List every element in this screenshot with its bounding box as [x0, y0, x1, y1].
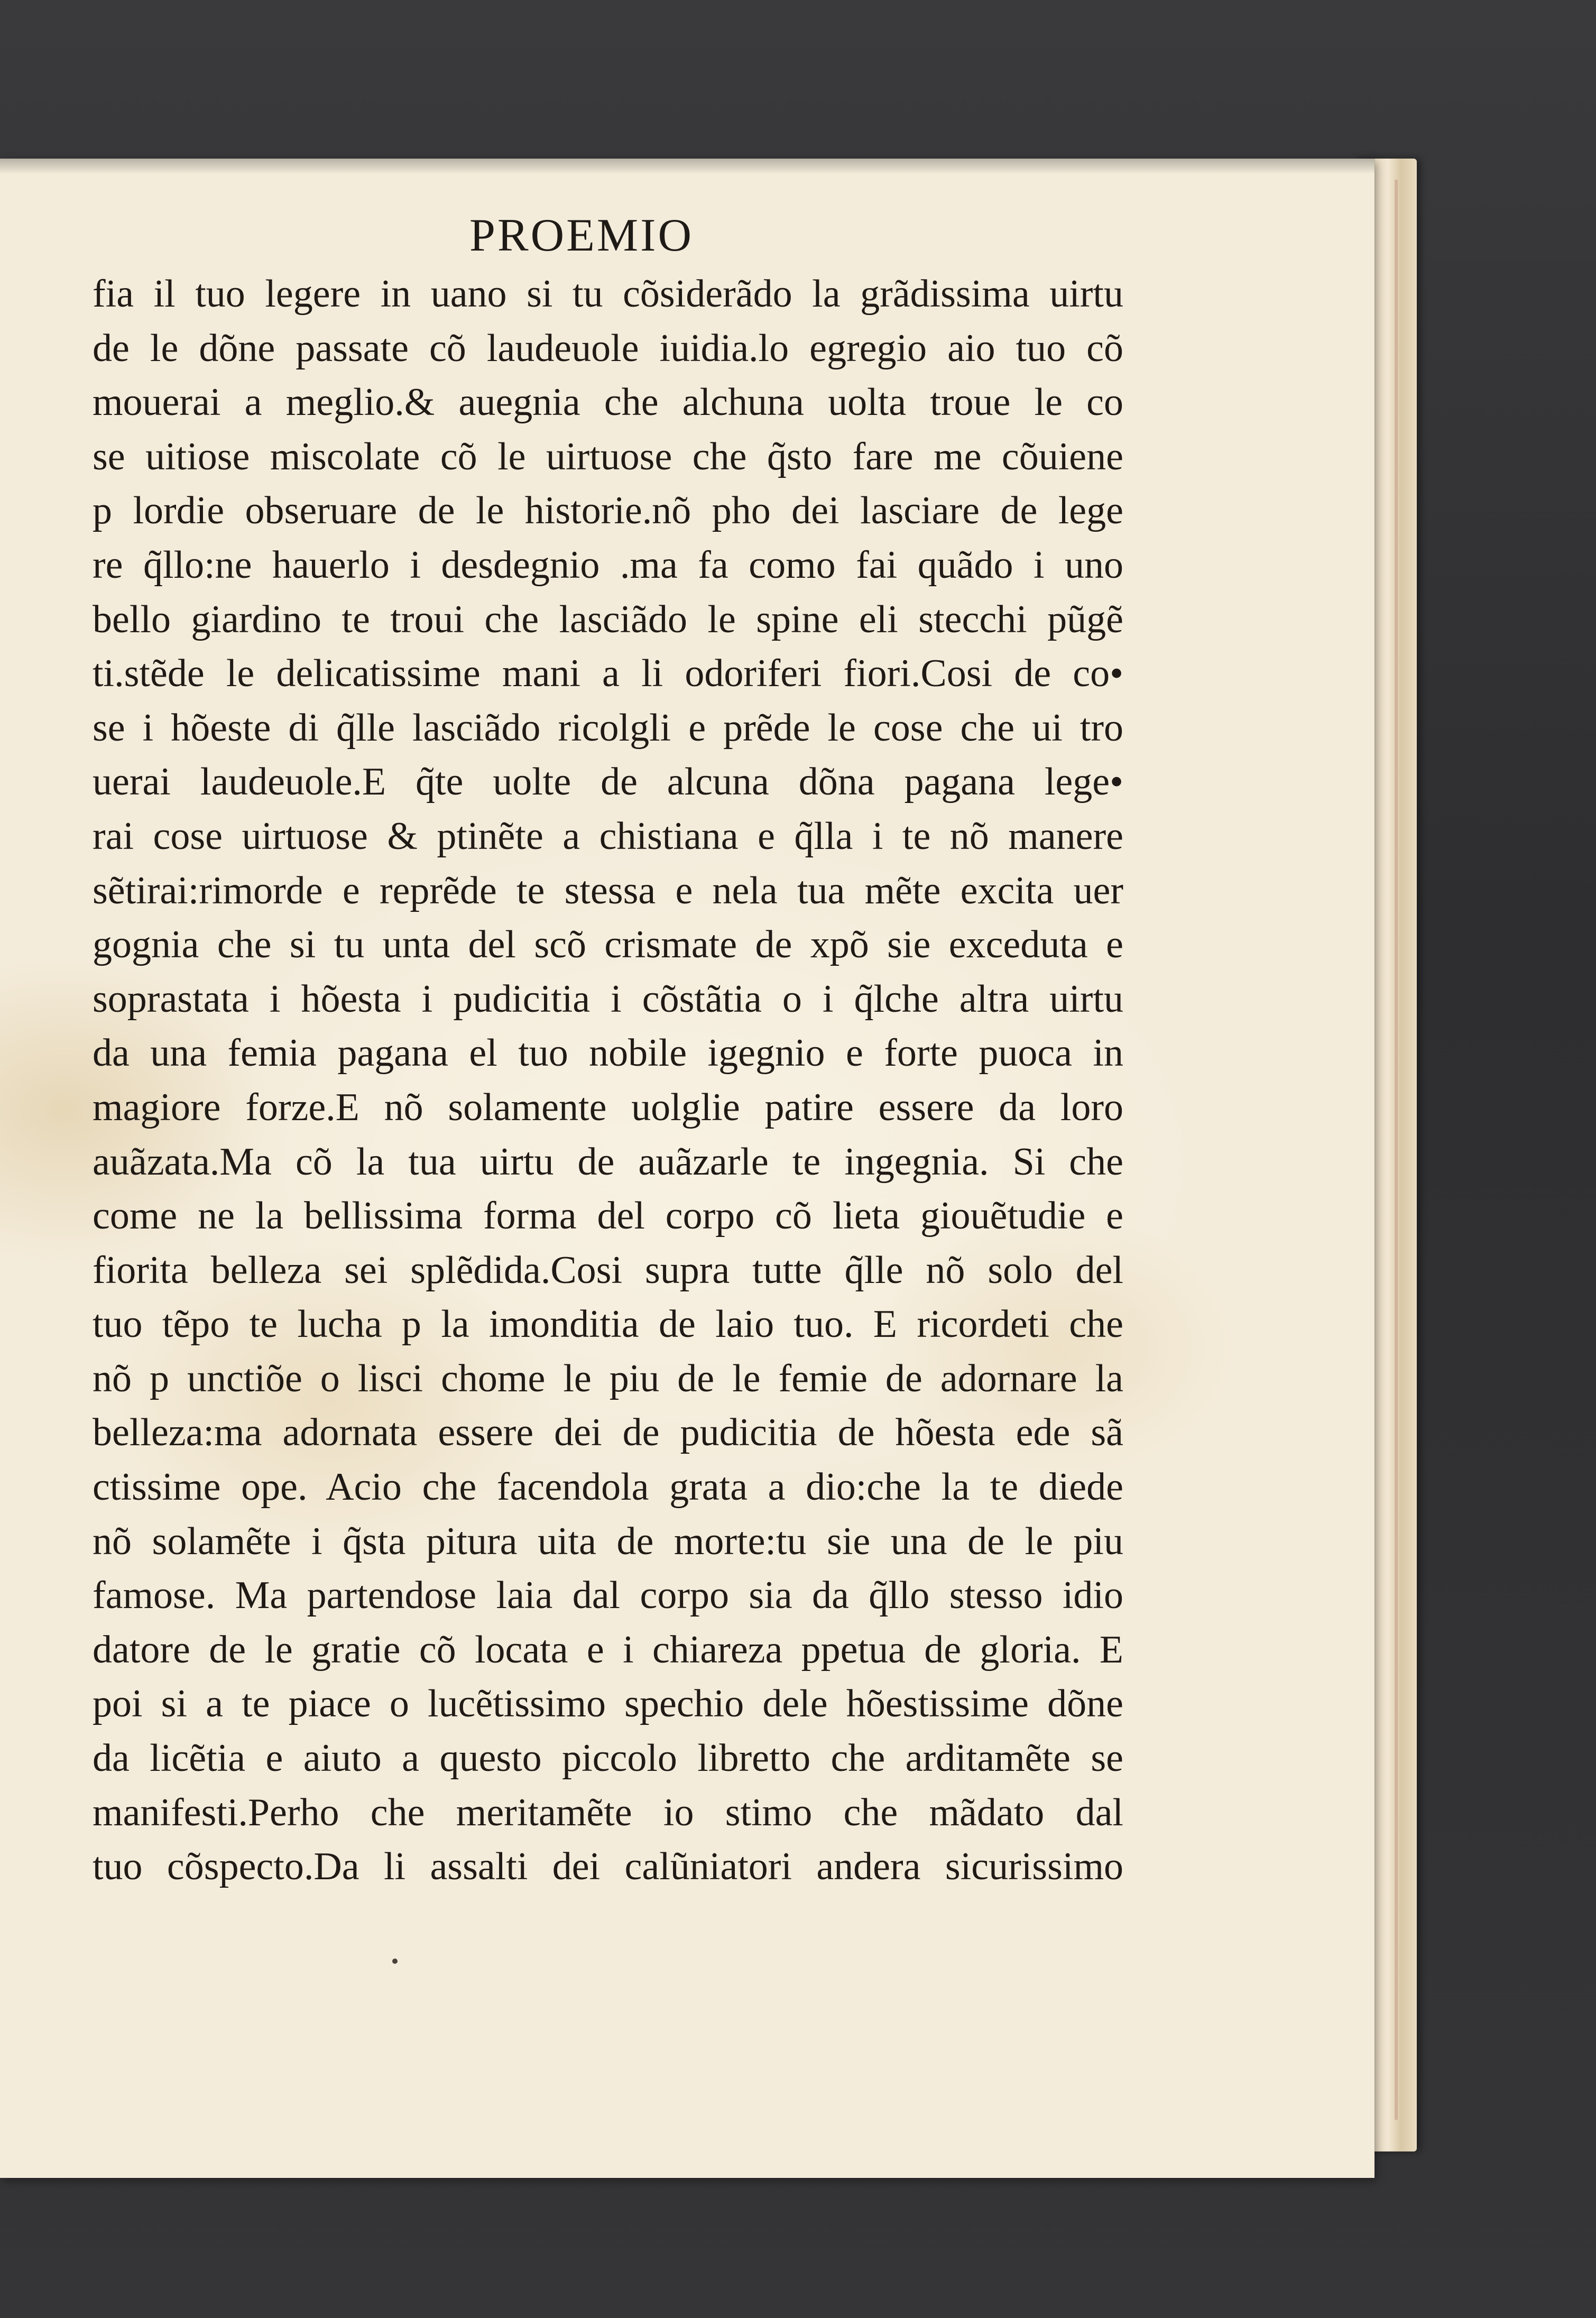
text-line: tuo tẽpo te lucha p la imonditia de laio tuo. E ricordeti che [93, 1303, 1123, 1346]
edge-stripe [1395, 180, 1398, 2120]
text-line: come ne la bellissima forma del corpo cõ lieta giouẽtudie e [93, 1194, 1123, 1238]
text-line: rai cose uirtuose & ptinẽte a chistiana e q̃lla i te nõ manere [93, 814, 1123, 858]
text-line: p lordie obseruare de le historie.nõ pho dei lasciare de lege [93, 489, 1123, 533]
text-line: manifesti.Perho che meritamẽte io stimo che mãdato dal [93, 1790, 1123, 1834]
text-line: magiore forze.E nõ solamente uolglie patire essere da loro [93, 1085, 1123, 1129]
text-line: bello giardino te troui che lasciãdo le spine eli stecchi pũgẽ [93, 597, 1123, 641]
text-line: famose. Ma partendose laia dal corpo sia da q̃llo stesso idio [93, 1574, 1123, 1618]
text-line: sẽtirai:rimorde e reprẽde te stessa e nela tua mẽte excita uer [93, 869, 1123, 912]
text-line: fia il tuo legere in uano si tu cõsiderãdo la grãdissima uirtu [93, 272, 1123, 316]
text-line: poi si a te piace o lucẽtissimo spechio dele hõestissime dõne [93, 1682, 1123, 1726]
text-block [93, 267, 1123, 1894]
text-line: mouerai a meglio.& auegnia che alchuna uolta troue le co [93, 381, 1123, 424]
text-line: datore de le gratie cõ locata e i chiareza ppetua de gloria. E [93, 1628, 1123, 1671]
text-line: re q̃llo:ne hauerlo i desdegnio .ma fa como fai quãdo i uno [93, 543, 1123, 587]
text-line: soprastata i hõesta i pudicitia i cõstãtia o i q̃lche altra uirtu [93, 977, 1123, 1021]
text-line: fiorita belleza sei splẽdida.Cosi supra tutte q̃lle nõ solo del [93, 1248, 1123, 1292]
text-line: nõ solamẽte i q̃sta pitura uita de morte:tu sie una de le piu [93, 1519, 1123, 1563]
text-line: gognia che si tu unta del scõ crismate de xpõ sie exceduta e [93, 923, 1123, 967]
running-head: PROEMIO [469, 210, 694, 261]
text-line: se i hõeste di q̃lle lasciãdo ricolgli e prẽde le cose che ui tro [93, 706, 1123, 750]
text-line: nõ p unctiõe o lisci chome le piu de le femie de adornare la [93, 1356, 1123, 1400]
page-top-shadow [0, 159, 1374, 174]
text-line: uerai laudeuole.E q̃te uolte de alcuna dõna pagana lege• [93, 760, 1123, 804]
text-line: tuo cõspecto.Da li assalti dei calũniatori andera sicurissimo [93, 1845, 1123, 1889]
text-line: ti.stẽde le delicatissime mani a li odoriferi fiori.Cosi de co• [93, 652, 1123, 696]
text-line: se uitiose miscolate cõ le uirtuose che q̃sto fare me cõuiene [93, 435, 1123, 478]
text-line: de le dõne passate cõ laudeuole iuidia.lo egregio aio tuo cõ [93, 326, 1123, 370]
text-line: ctissime ope. Acio che facendola grata a dio:che la te diede [93, 1465, 1123, 1509]
ink-dot [392, 1959, 398, 1964]
text-line: da licẽtia e aiuto a questo piccolo libretto che arditamẽte se [93, 1737, 1123, 1780]
text-line: auãzata.Ma cõ la tua uirtu de auãzarle te ingegnia. Si che [93, 1140, 1123, 1184]
text-line: da una femia pagana el tuo nobile igegnio e forte puoca in [93, 1031, 1123, 1075]
text-line: belleza:ma adornata essere dei de pudicitia de hõesta ede sã [93, 1411, 1123, 1455]
